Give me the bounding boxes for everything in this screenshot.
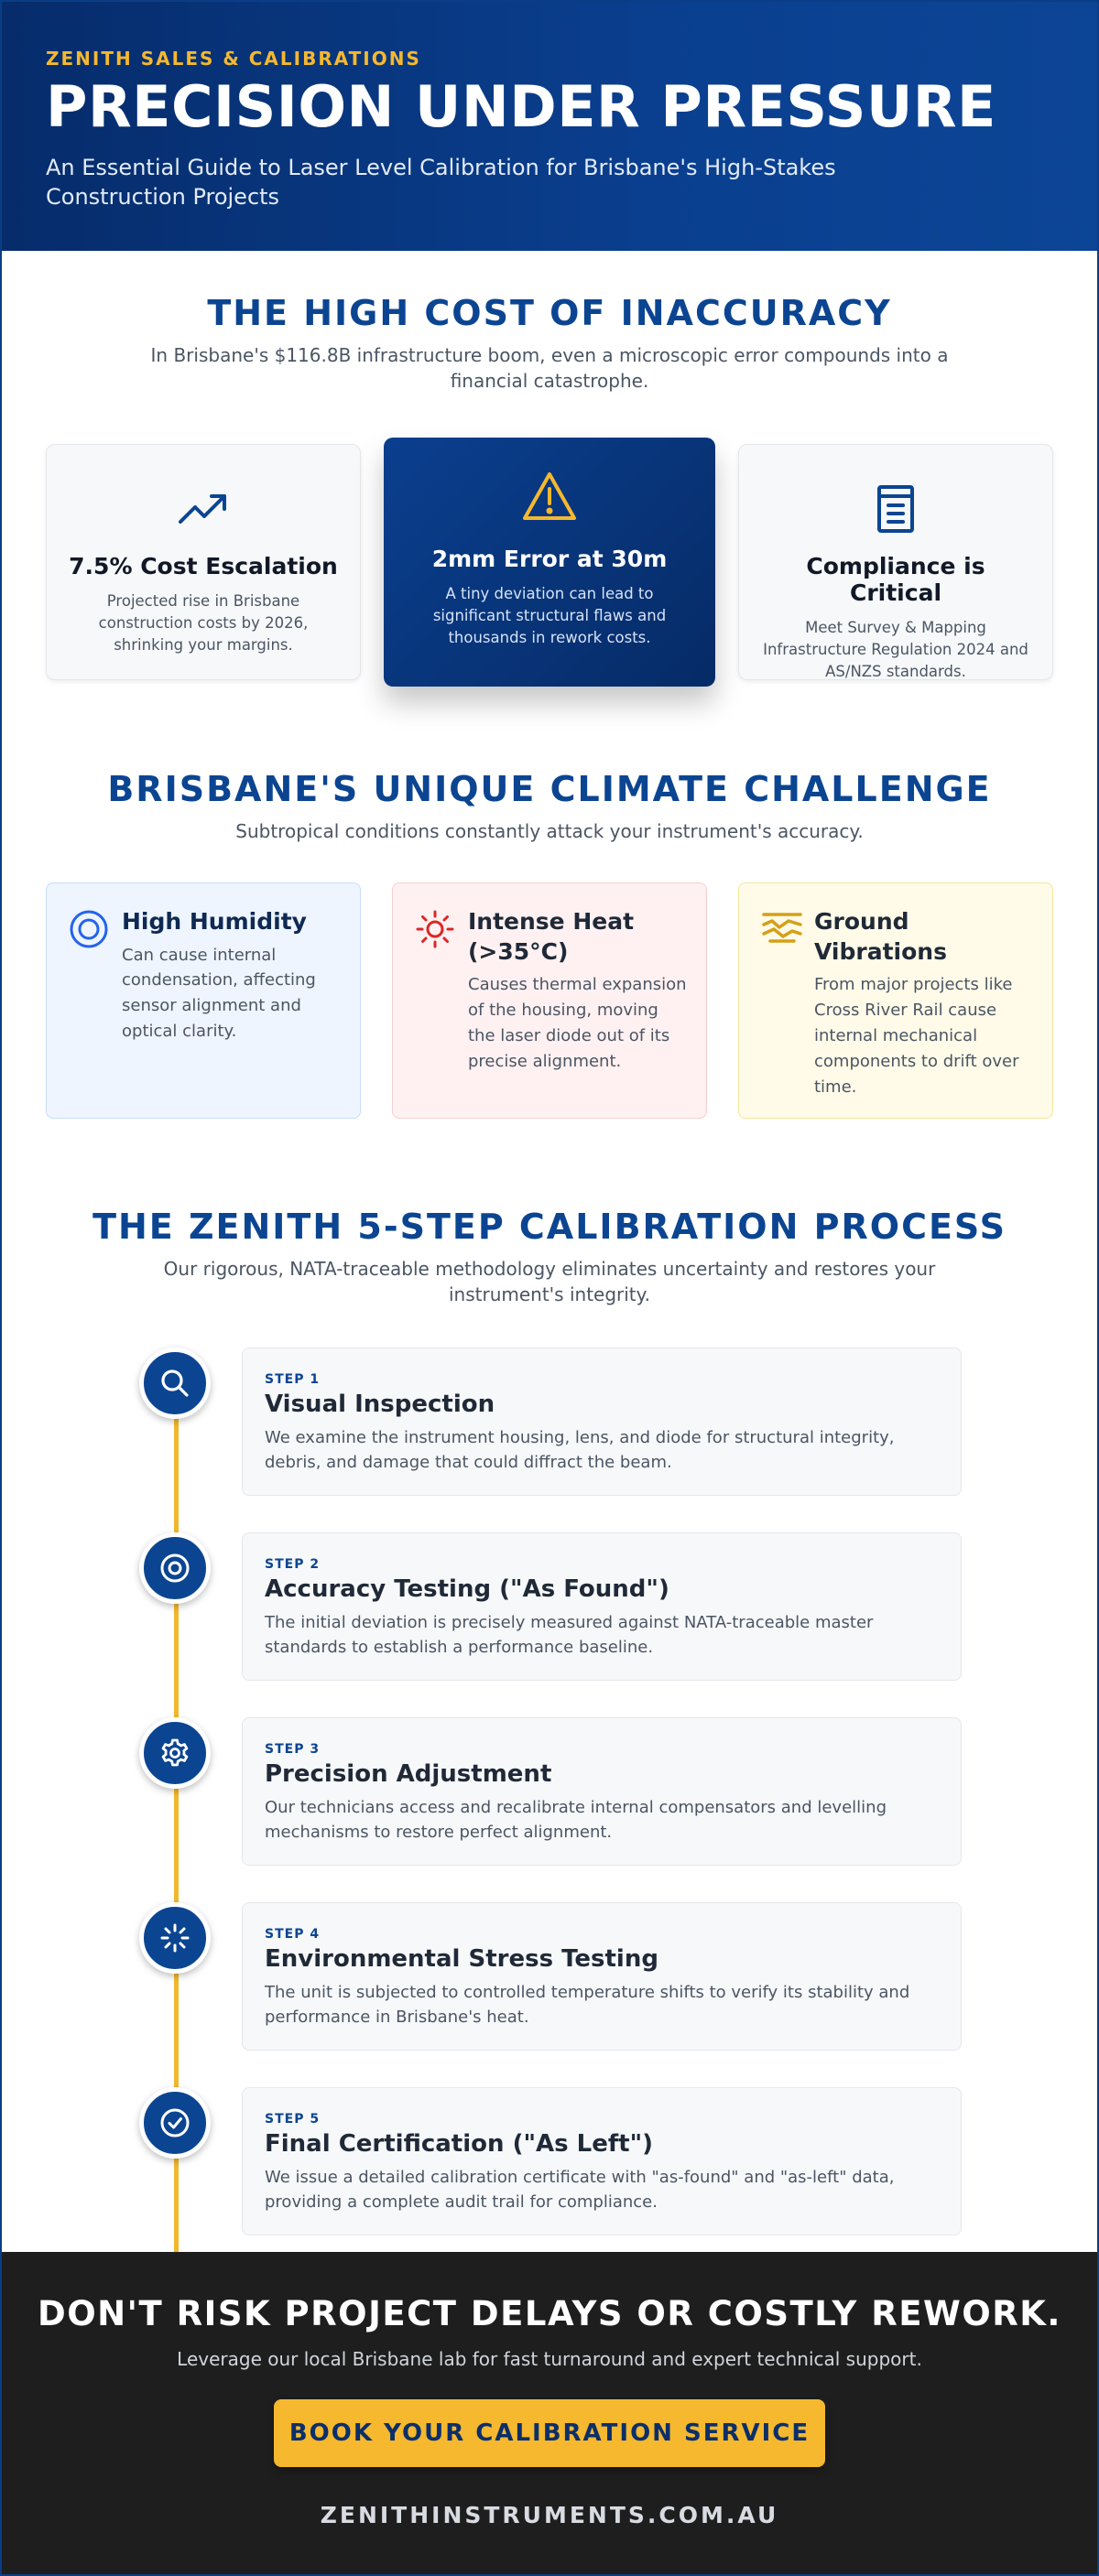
- climate-card-vibrations: [738, 882, 1053, 1119]
- vibration-icon: [761, 907, 805, 1118]
- search-icon: [139, 1348, 211, 1419]
- climate-section-subtitle: Subtropical conditions constantly attack your instrument's accuracy.: [235, 820, 864, 842]
- climate-card-text: Causes thermal expansion of the housing, moving the laser diode out of its precise alignment.: [468, 975, 687, 1071]
- step-number: STEP 5: [265, 2112, 321, 2127]
- cost-cards: [2, 438, 1097, 687]
- climate-card-text: Can cause internal condensation, affecting sensor alignment and optical clarity.: [122, 945, 316, 1042]
- step-text: The unit is subjected to controlled temperature shifts to verify its stability and performance in Brisbane's heat.: [265, 1983, 910, 2027]
- climate-card-title: Intense Heat (>35°C): [468, 908, 635, 965]
- sun-icon: [415, 907, 459, 1118]
- trending-up-icon: [69, 482, 338, 536]
- website-link[interactable]: ZENITHINSTRUMENTS.COM.AU: [320, 2502, 779, 2528]
- target-icon: [139, 1532, 211, 1604]
- step-number: STEP 1: [265, 1372, 321, 1387]
- climate-cards: [2, 882, 1097, 1119]
- cost-section: [2, 251, 1097, 687]
- process-timeline: [2, 1348, 1097, 2235]
- step-text: We examine the instrument housing, lens, and diode for structural integrity, debris, and damage that could diffract the beam.: [265, 1428, 895, 1472]
- process-step-5: [139, 2087, 960, 2235]
- hero-header: [2, 2, 1097, 251]
- step-title: Precision Adjustment: [265, 1760, 552, 1788]
- cost-card-text: A tiny deviation can lead to significant structural flaws and thousands in rework costs.: [432, 585, 667, 646]
- step-card: [242, 1532, 962, 1681]
- footer-cta: [2, 2252, 1097, 2574]
- page-subtitle: An Essential Guide to Laser Level Calibration for Brisbane's High-Stakes Construction Projects: [46, 155, 836, 211]
- cost-section-subtitle: In Brisbane's $116.8B infrastructure boom, even a microscopic error compounds into a financial catastrophe.: [150, 344, 949, 392]
- process-section: [2, 1119, 1097, 2235]
- climate-card-humidity: [46, 882, 361, 1119]
- step-title: Final Certification ("As Left"): [265, 2130, 654, 2158]
- step-number: STEP 2: [265, 1557, 321, 1572]
- climate-card-title: Ground Vibrations: [814, 908, 947, 965]
- cost-card-title: Compliance is Critical: [806, 553, 985, 606]
- step-card: [242, 1717, 962, 1866]
- gear-icon: [139, 1717, 211, 1789]
- check-circle-icon: [139, 2087, 211, 2159]
- brand-name: ZENITH SALES & CALIBRATIONS: [46, 48, 421, 70]
- step-title: Visual Inspection: [265, 1391, 495, 1418]
- step-card: [242, 2087, 962, 2235]
- climate-card-text: From major projects like Cross River Rail cause internal mechanical components to drift over time.: [814, 975, 1019, 1097]
- climate-section: [2, 687, 1097, 1119]
- footer-title: DON'T RISK PROJECT DELAYS OR COSTLY REWORK.: [38, 2294, 1061, 2333]
- process-section-subtitle: Our rigorous, NATA-traceable methodology eliminates uncertainty and restores your instrument's integrity.: [163, 1258, 936, 1305]
- document-icon: [761, 482, 1030, 536]
- cost-card-error: [384, 438, 715, 687]
- climate-section-title: BRISBANE'S UNIQUE CLIMATE CHALLENGE: [107, 769, 992, 809]
- process-step-1: [139, 1348, 960, 1496]
- step-card: [242, 1902, 962, 2051]
- footer-subtitle: Leverage our local Brisbane lab for fast turnaround and expert technical support.: [177, 2348, 922, 2370]
- process-step-3: [139, 1717, 960, 1866]
- book-calibration-button[interactable]: BOOK YOUR CALIBRATION SERVICE: [274, 2399, 825, 2467]
- loader-icon: [139, 1902, 211, 1974]
- cost-card-text: Meet Survey & Mapping Infrastructure Regulation 2024 and AS/NZS standards.: [763, 619, 1028, 680]
- step-text: The initial deviation is precisely measured against NATA-traceable master standards to establish a performance baseline.: [265, 1613, 874, 1657]
- cost-card-text: Projected rise in Brisbane construction costs by 2026, shrinking your margins.: [98, 592, 309, 654]
- page-title: PRECISION UNDER PRESSURE: [46, 73, 996, 140]
- step-title: Accuracy Testing ("As Found"): [265, 1575, 669, 1603]
- cost-card-title: 2mm Error at 30m: [431, 546, 668, 572]
- process-step-2: [139, 1532, 960, 1681]
- step-number: STEP 4: [265, 1927, 321, 1942]
- cost-card-compliance: [738, 444, 1053, 680]
- process-step-4: [139, 1902, 960, 2051]
- cost-card-title: 7.5% Cost Escalation: [69, 553, 338, 579]
- warning-icon: [406, 469, 693, 524]
- process-section-title: THE ZENITH 5-STEP CALIBRATION PROCESS: [92, 1207, 1007, 1247]
- climate-card-title: High Humidity: [122, 908, 307, 935]
- climate-card-heat: [392, 882, 707, 1119]
- droplet-icon: [69, 907, 113, 1118]
- step-card: [242, 1348, 962, 1496]
- cost-section-title: THE HIGH COST OF INACCURACY: [207, 293, 892, 333]
- step-title: Environmental Stress Testing: [265, 1945, 658, 1973]
- step-number: STEP 3: [265, 1742, 321, 1757]
- step-text: Our technicians access and recalibrate internal compensators and levelling mechanisms to restore perfect alignment.: [265, 1798, 887, 1842]
- step-text: We issue a detailed calibration certificate with "as-found" and "as-left" data, providing a complete audit trail for compliance.: [265, 2168, 895, 2212]
- cost-card-escalation: [46, 444, 361, 680]
